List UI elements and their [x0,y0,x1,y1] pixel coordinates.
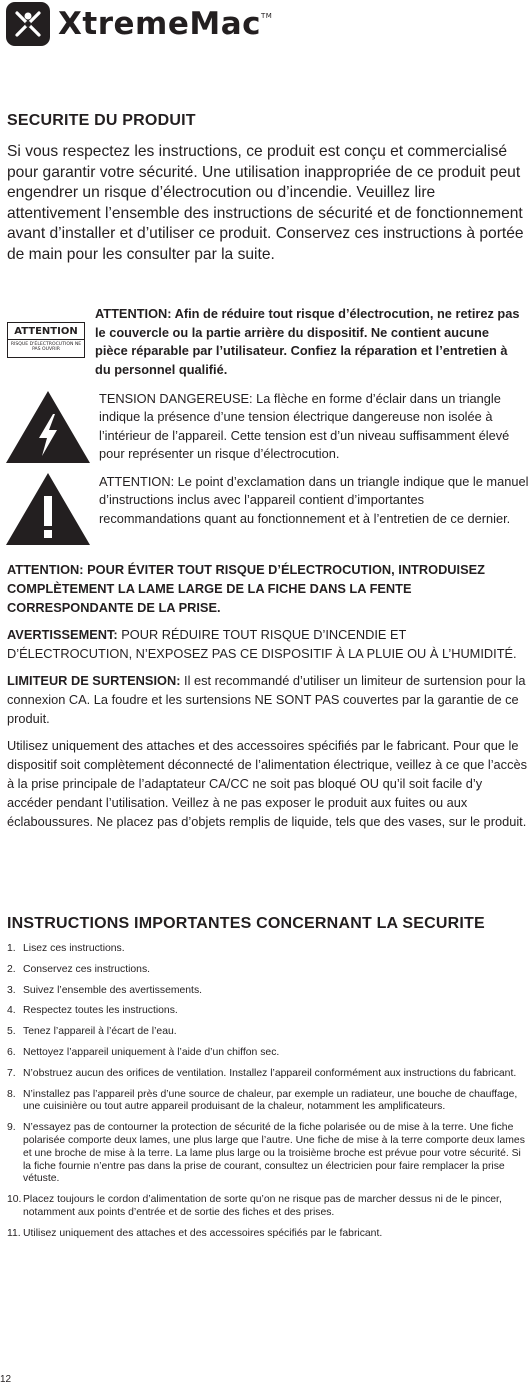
list-item [7,1122,529,1186]
list-item-number: 3. [7,984,16,996]
attention-label-top: ATTENTION [8,323,84,340]
list-item-number: 11. [7,1227,21,1239]
brand-name: XtremeMac™ [58,6,273,42]
list-item-text: Utilisez uniquement des attaches et des accessoires spécifiés par le fabricant. [23,1227,383,1239]
attention-cover-warning: ATTENTION: Afin de réduire tout risque d’électrocution, ne retirez pas le couvercle ou la partie arrière du dispositif. Ne contient aucune pièce réparable par l’utilisateur. Confiez la réparation et l’entretien à du personnel qualifié. [95,306,520,377]
list-item [7,943,529,956]
avertissement-text: POUR RÉDUIRE TOUT RISQUE D’INCENDIE ET D’ÉLECTROCUTION, N’EXPOSEZ PAS CE DISPOSITIF À LA PLUIE OU À L’HUMIDITÉ. [7,627,517,661]
list-item [7,985,529,998]
list-item-text: Conservez ces instructions. [23,963,151,975]
list-item-number: 1. [7,943,16,954]
list-item-text: N’obstruez aucun des orifices de ventilation. Installez l’appareil conformément aux instructions du fabricant. [23,1067,517,1079]
list-item-text: Suivez l’ensemble des avertissements. [23,984,203,996]
list-item [7,1089,529,1115]
list-item [7,1026,529,1039]
list-item-number: 2. [7,963,16,975]
list-item-number: 4. [7,1005,16,1017]
avertissement-label: AVERTISSEMENT: [7,627,118,642]
page-number: 12 [0,1374,12,1385]
safety-title: SECURITE DU PRODUIT [7,112,196,129]
surge-paragraph [7,671,529,728]
list-item-text: Placez toujours le cordon d’alimentation de sorte qu’on ne risque pas de marcher dessus ni de le pincer, notamment aux points d’entrée et de sortie des fiches et des prises. [23,1194,502,1218]
lightning-description: TENSION DANGEREUSE: La flèche en forme d’éclair dans un triangle indique la présence d’une tension électrique dangereuse non isolée à l’intérieur de l’appareil. Cette tension est d’un niveau suffisamment élevé pour représenter un risque d’électrocution. [99,391,510,462]
list-item [7,1047,529,1060]
list-item-text: Nettoyez l’appareil uniquement à l’aide d’un chiffon sec. [23,1046,280,1058]
surge-label: LIMITEUR DE SURTENSION: [7,673,181,688]
brand-header [6,2,272,46]
list-item [7,1194,529,1220]
attention-warning-label [7,322,85,358]
instructions-title: INSTRUCTIONS IMPORTANTES CONCERNANT LA SECURITE [7,915,485,932]
attention-label-bottom: RISQUE D'ÉLECTROCUTION NE PAS OUVRIR [10,342,82,353]
list-item [7,964,529,977]
list-item-text: Respectez toutes les instructions. [23,1005,178,1017]
list-item [7,1228,529,1241]
avertissement-paragraph [7,625,529,663]
plug-warning: ATTENTION: POUR ÉVITER TOUT RISQUE D’ÉLECTROCUTION, INTRODUISEZ COMPLÈTEMENT LA LAME LARGE DE LA FICHE DANS LA FENTE CORRESPONDANTE DE LA PRISE. [7,562,485,615]
lightning-triangle-icon [5,390,91,464]
list-item-number: 9. [7,1122,16,1134]
list-item [7,1005,529,1018]
accessories-paragraph: Utilisez uniquement des attaches et des accessoires spécifiés par le fabricant. Pour que le dispositif soit complètement déconnecté de l’alimentation électrique, veillez à ce que l’accès à la prise principale de l’adaptateur CA/CC ne soit pas bloqué OU qu’il soit facile d’y accéder pendant l’utilisation. Veillez à ne pas exposer le produit aux fuites ou aux éclaboussures. Ne placez pas d’objets remplis de liquide, tels que des vases, sur le produit. [7,738,527,829]
list-item-text: Tenez l’appareil à l’écart de l’eau. [23,1026,177,1038]
exclamation-triangle-icon [5,472,91,546]
list-item [7,1068,529,1081]
list-item-number: 6. [7,1046,16,1058]
list-item-text: Lisez ces instructions. [23,943,125,954]
list-item-number: 7. [7,1067,16,1079]
list-item-text: N’installez pas l’appareil près d’une source de chaleur, par exemple un radiateur, une bouche de chauffage, une cuisinière ou tout autre appareil produisant de la chaleur, notamment les amplificateurs. [23,1088,518,1113]
list-item-number: 10. [7,1194,22,1206]
list-item-number: 5. [7,1026,16,1038]
list-item-text: N’essayez pas de contourner la protection de sécurité de la fiche polarisée ou de mise à la terre. Une fiche polarisée comporte deux lames, une plus large que l’autre. Une fiche de mise à la terre comporte deux lames et une broche de mise à la terre. La lame plus large ou la troisième broche est prévue pour votre sécurité. Si la fiche fournie n’entre pas dans la prise de courant, consultez un électricien pour faire remplacer la prise vétuste. [23,1122,525,1185]
safety-intro: Si vous respectez les instructions, ce produit est conçu et commercialisé pour garantir votre sécurité. Une utilisation inappropriée de ce produit peut engendrer un risque d’électrocution ou d’incendie. Veuillez lire attentivement l’ensemble des instructions de sécurité et de fonctionnement avant d’installer et d’utiliser ce produit. Conservez ces instructions à portée de main pour les consulter par la suite. [7,143,524,263]
exclamation-description: ATTENTION: Le point d’exclamation dans un triangle indique que le manuel d’instructions inclus avec l’appareil contient d’importantes recommandations quant au fonctionnement et à l’entretien de ce dernier. [99,474,529,526]
list-item-number: 8. [7,1088,16,1100]
trademark-mark: TM [261,12,273,20]
instructions-list [7,943,529,1249]
xtrememac-logo-icon [6,2,50,46]
surge-text: Il est recommandé d’utiliser un limiteur de surtension pour la connexion CA. La foudre et les surtensions NE SONT PAS couvertes par la garantie de ce produit. [7,673,526,726]
